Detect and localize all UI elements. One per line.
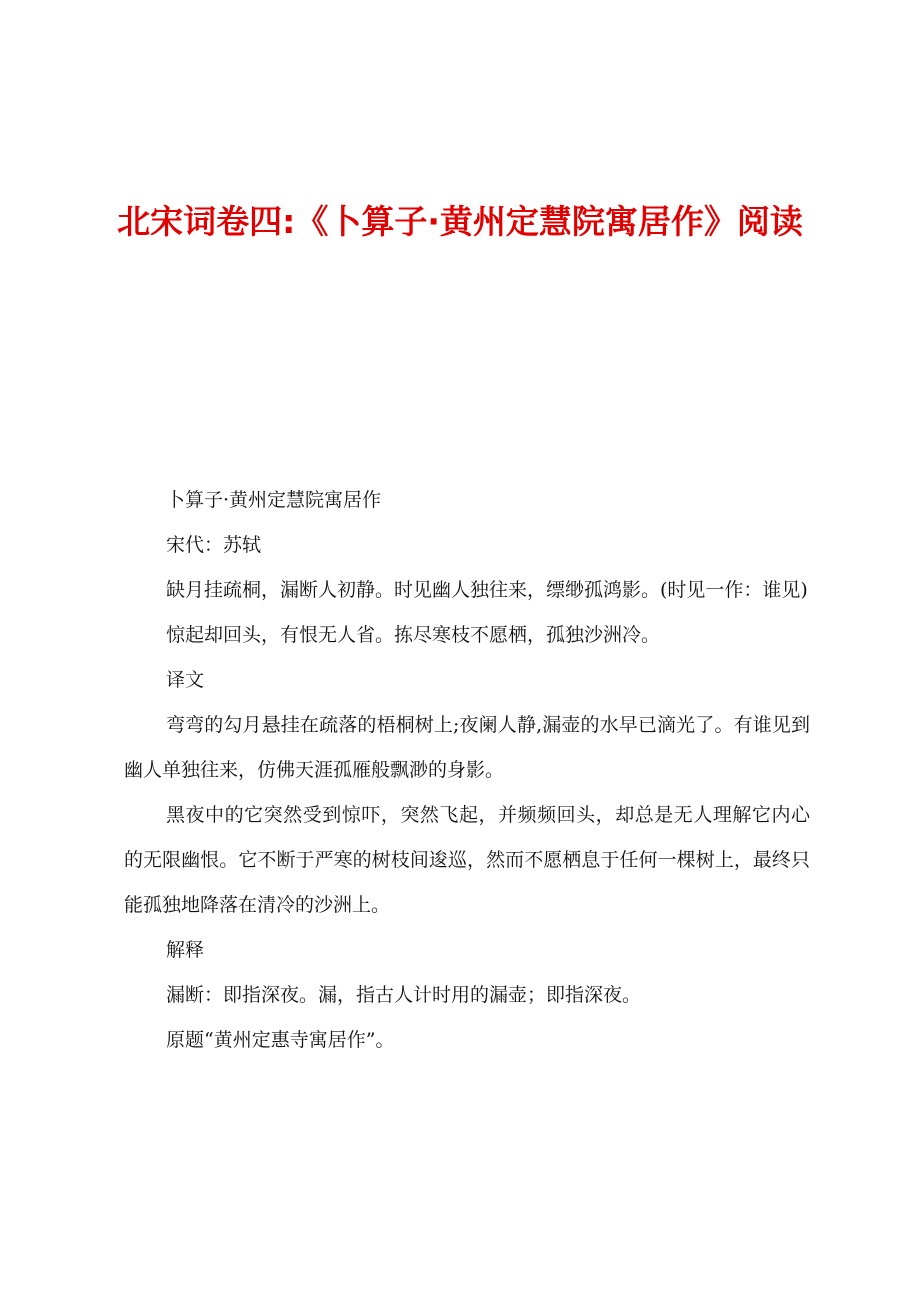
translation-paragraph-2: 黑夜中的它突然受到惊吓，突然飞起，并频频回头，却总是无人理解它内心的无限幽恨。它不断于严寒的树枝间逡巡，然而不愿栖息于任何一棵树上，最终只能孤独地降落在清冷的沙洲上。: [124, 804, 810, 916]
note-paragraph-2: 原题“黄州定惠寺寓居作”。: [166, 1029, 395, 1051]
poem-title: 卜算子·黄州定慧院寓居作: [166, 489, 382, 511]
poem-stanza-1: 缺月挂疏桐，漏断人初静。时见幽人独往来，缥缈孤鸿影。(时见一作：谁见): [166, 579, 808, 601]
poem-author: 宋代：苏轼: [166, 534, 262, 556]
section-heading-notes: 解释: [166, 939, 205, 961]
translation-paragraph-1: 弯弯的勾月悬挂在疏落的梧桐树上;夜阑人静,漏壶的水早已滴光了。有谁见到幽人单独往来，仿佛天涯孤雁般飘渺的身影。: [124, 714, 810, 781]
document-body: [124, 478, 810, 1063]
section-heading-translation: 译文: [166, 669, 205, 691]
note-paragraph-1: 漏断：即指深夜。漏，指古人计时用的漏壶；即指深夜。: [166, 984, 642, 1006]
document-title: 北宋词卷四:《卜算子·黄州定慧院寓居作》阅读: [117, 202, 803, 241]
poem-stanza-2: 惊起却回头，有恨无人省。拣尽寒枝不愿栖，孤独沙洲冷。: [166, 624, 661, 646]
